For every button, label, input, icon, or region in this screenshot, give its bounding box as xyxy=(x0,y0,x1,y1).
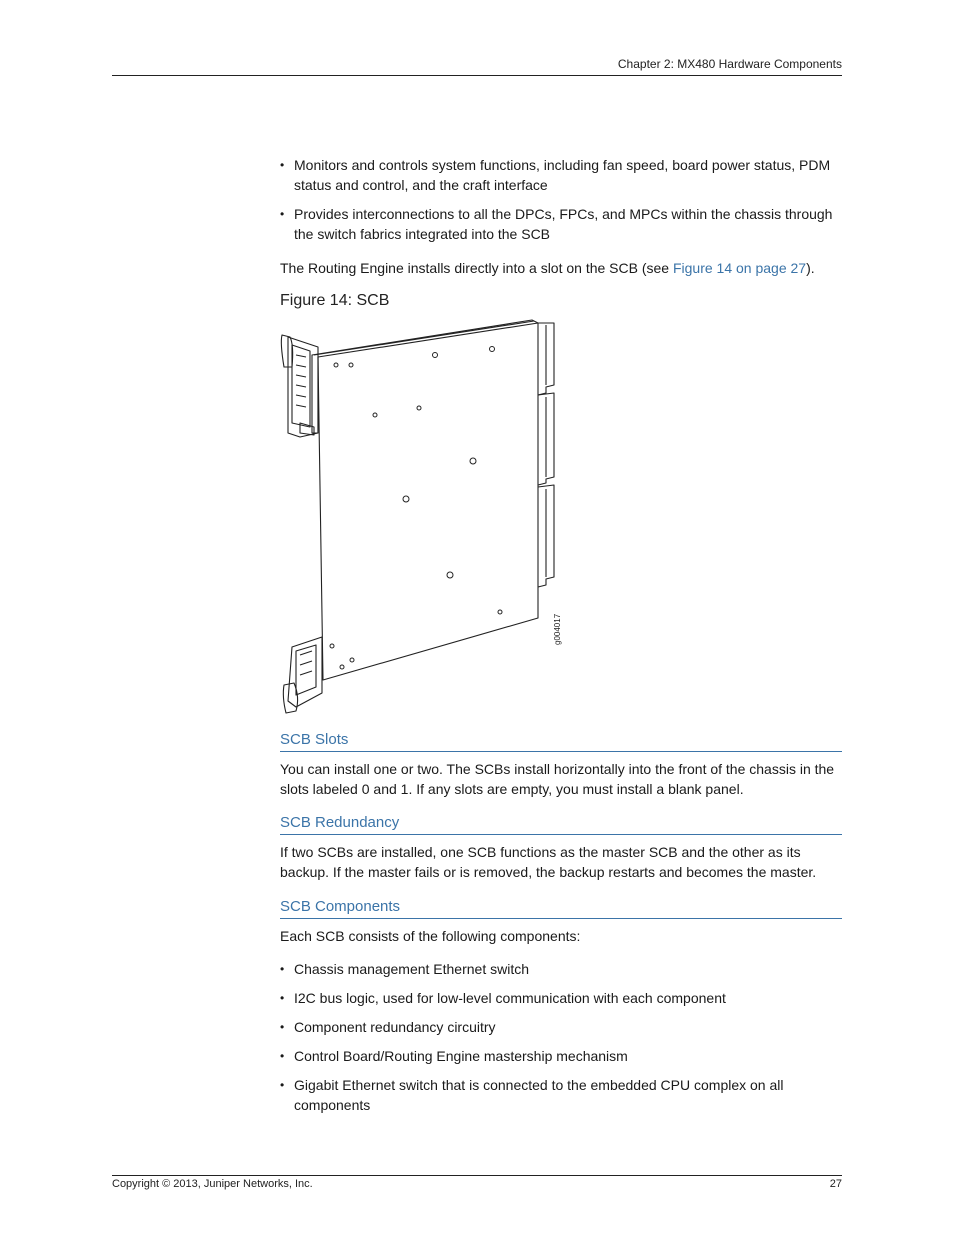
scb-illustration xyxy=(270,315,570,720)
paragraph-text: ). xyxy=(806,260,815,276)
intro-bullet-list xyxy=(280,156,842,244)
scb-components-intro: Each SCB consists of the following components: xyxy=(280,928,581,944)
heading-scb-components: SCB Components xyxy=(280,897,842,919)
figure-caption: Figure 14: SCB xyxy=(280,292,390,309)
routing-engine-paragraph xyxy=(280,259,842,279)
scb-slots-paragraph xyxy=(280,760,842,799)
heading-scb-redundancy: SCB Redundancy xyxy=(280,813,842,835)
list-item: • Control Board/Routing Engine mastership mechanism xyxy=(280,1047,842,1067)
list-item: • Provides interconnections to all the DPCs, FPCs, and MPCs within the chassis through the switch fabrics integrated into the SCB xyxy=(280,205,842,244)
paragraph-text: and xyxy=(369,780,401,797)
list-item: • Chassis management Ethernet switch xyxy=(280,960,842,980)
list-item: • Monitors and controls system functions, including fan speed, board power status, PDM status and control, and the craft interface xyxy=(280,156,842,195)
header-rule xyxy=(112,75,842,76)
front-panel-lower xyxy=(288,637,322,707)
footer-copyright: Copyright © 2013, Juniper Networks, Inc. xyxy=(112,1178,313,1190)
paragraph-text: You can install one or two. The SCBs install horizontally into the front of the chassis in the slots labeled xyxy=(280,761,835,797)
footer-rule xyxy=(112,1175,842,1176)
page-number: 27 xyxy=(829,1178,842,1190)
slot-label: 0 xyxy=(361,780,370,797)
figure-image-id: g004017 xyxy=(553,613,562,645)
list-item: • Component redundancy circuitry xyxy=(280,1018,842,1038)
slot-label: 1 xyxy=(400,780,409,797)
scb-redundancy-paragraph: If two SCBs are installed, one SCB functions as the master SCB and the other as its backup. If the master fails or is removed, the backup restarts and becomes the master. xyxy=(280,844,817,880)
list-item: • Gigabit Ethernet switch that is connected to the embedded CPU complex on all components xyxy=(280,1076,842,1115)
board-outline xyxy=(318,323,538,680)
heading-scb-slots: SCB Slots xyxy=(280,730,842,752)
paragraph-text: . If any slots are empty, you must install a blank panel. xyxy=(408,780,744,797)
list-item: • I2C bus logic, used for low-level communication with each component xyxy=(280,989,842,1009)
figure-link[interactable]: Figure 14 on page 27 xyxy=(672,260,807,276)
components-bullet-list xyxy=(280,960,842,1115)
running-header: Chapter 2: MX480 Hardware Components xyxy=(617,57,842,71)
paragraph-text: The Routing Engine installs directly into a slot on the SCB (see xyxy=(280,260,673,276)
